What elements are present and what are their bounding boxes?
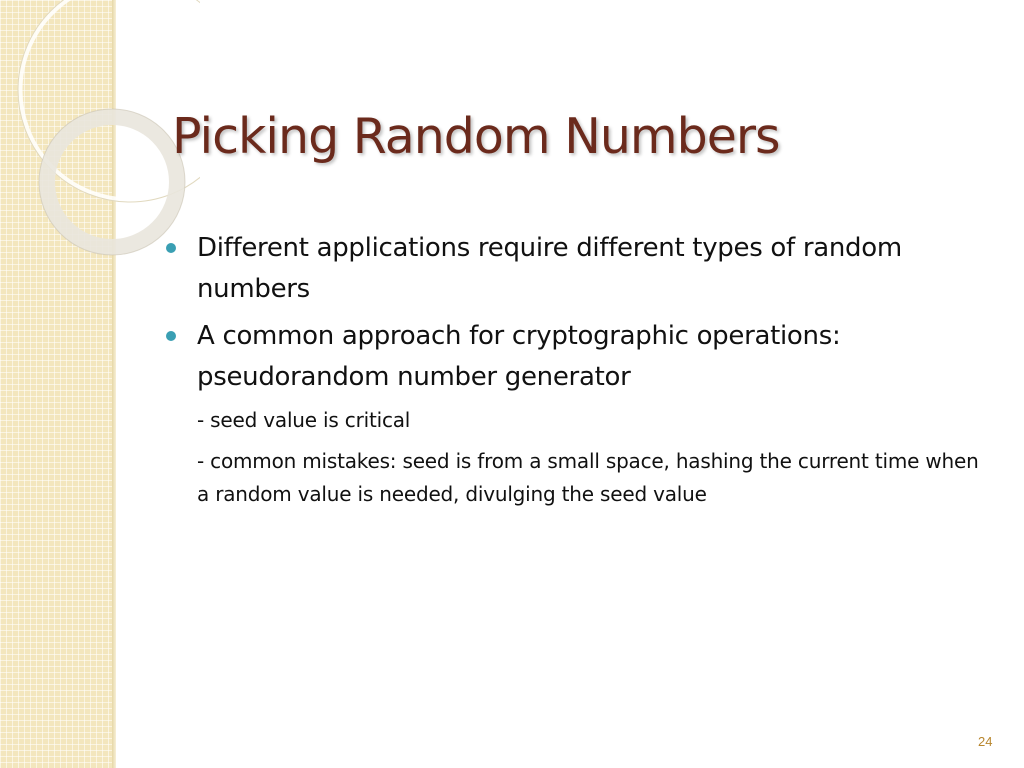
slide-content xyxy=(160,228,980,511)
bullet-item xyxy=(160,316,980,398)
sub-point: - seed value is critical xyxy=(197,408,411,432)
bullet-text: Different applications require different types of random numbers xyxy=(197,233,902,304)
bullet-item xyxy=(160,228,980,310)
bullet-dot-icon xyxy=(166,243,176,253)
bullet-text: A common approach for cryptographic operations: pseudorandom number generator xyxy=(197,321,841,392)
sub-point: - common mistakes: seed is from a small space, hashing the current time when a random value is needed, divulging the seed value xyxy=(197,449,979,506)
bullet-dot-icon xyxy=(166,331,176,341)
page-number: 24 xyxy=(978,734,993,749)
slide-title: Picking Random Numbers xyxy=(172,108,780,165)
